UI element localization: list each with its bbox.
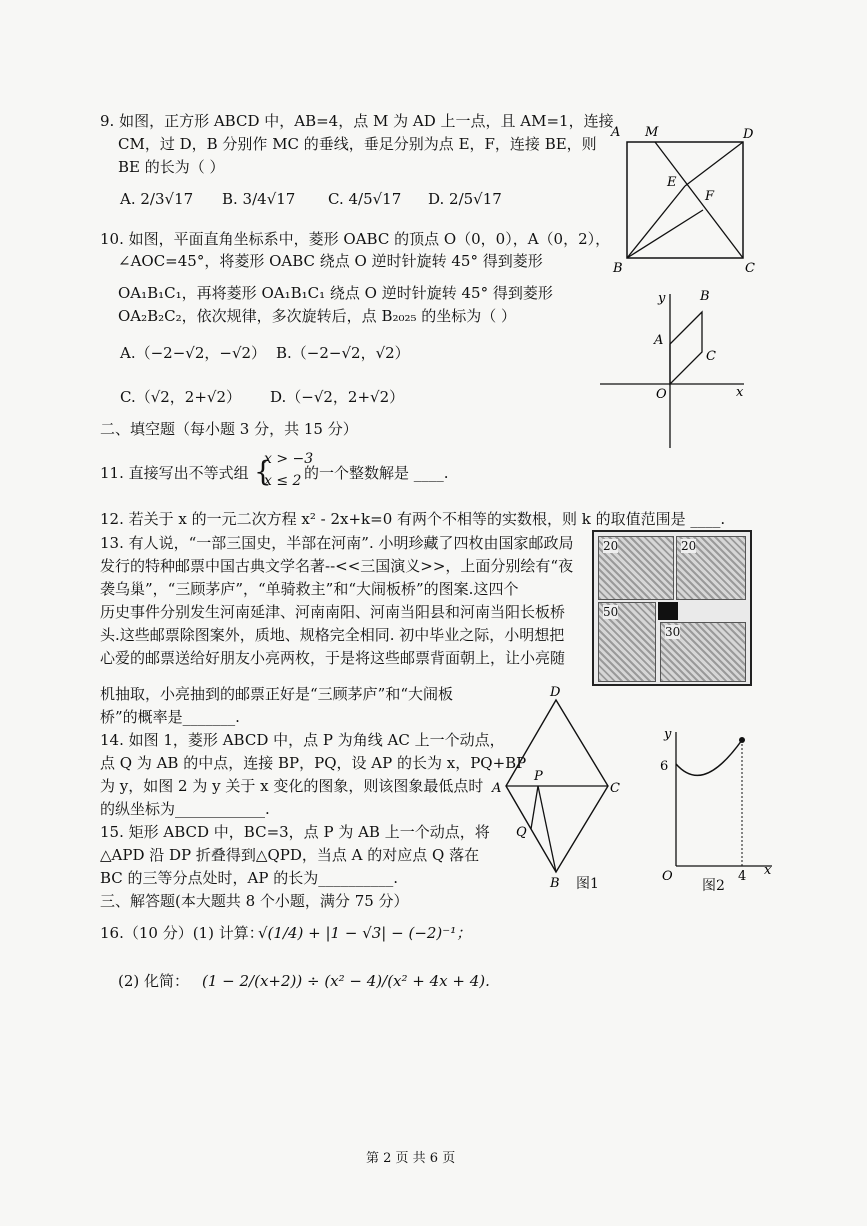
- label-q: Q: [516, 825, 527, 840]
- segment-bf: [627, 210, 703, 258]
- label-e: E: [667, 175, 677, 190]
- q10-line2: ∠AOC=45°，将菱形 OABC 绕点 O 逆时针旋转 45° 得到菱形: [118, 252, 543, 270]
- q9-option-d: D. 2/5√17: [428, 190, 502, 208]
- fig1-rhombus: [488, 682, 628, 892]
- q10-line3: OA₁B₁C₁，再将菱形 OA₁B₁C₁ 绕点 O 逆时针旋转 45° 得到菱形: [118, 284, 553, 302]
- section-fill-in-title: 二、填空题（每小题 3 分，共 15 分）: [100, 420, 358, 438]
- segment-de: [685, 142, 743, 186]
- stamp-3: 50: [598, 602, 656, 682]
- q9-line3: BE 的长为（ ）: [118, 158, 225, 176]
- q16-line1-expr: √(1/4) + |1 − √3| − (−2)⁻¹；: [258, 924, 472, 942]
- page-footer: 第 2 页 共 6 页: [366, 1151, 456, 1166]
- q13-line1: 13. 有人说，“一部三国史，半部在河南”. 小明珍藏了四枚由国家邮政局: [100, 534, 574, 552]
- q10-option-b: B.（−2−√2，√2）: [276, 344, 410, 362]
- curve: [676, 740, 742, 775]
- label-y: y: [658, 291, 666, 306]
- q13-line8: 桥”的概率是_______.: [100, 708, 240, 726]
- q14-line3: 为 y，如图 2 为 y 关于 x 变化的图象，则该图象最低点时: [100, 777, 484, 795]
- label-f: F: [705, 189, 715, 204]
- fig2-graph: [652, 726, 777, 884]
- label-b: B: [550, 876, 560, 891]
- segment-mc: [655, 142, 743, 258]
- label-b: B: [613, 261, 623, 276]
- fig2-caption: 图2: [702, 878, 725, 894]
- segment-pq: [531, 786, 538, 829]
- label-d: D: [743, 127, 754, 142]
- q10-option-d: D.（−√2，2+√2）: [270, 388, 405, 406]
- segment-bp: [538, 786, 556, 872]
- q11-ineq2: x ≤ 2: [264, 473, 302, 489]
- label-four: 4: [738, 869, 747, 884]
- q9-option-c: C. 4/5√17: [328, 190, 402, 208]
- q9-option-a: A. 2/3√17: [120, 190, 194, 208]
- q16-line2-prefix: (2) 化简：: [118, 972, 190, 990]
- q11-brace: {: [254, 455, 272, 488]
- label-a: A: [611, 125, 621, 140]
- q15-line3: BC 的三等分点处时，AP 的长为__________.: [100, 869, 399, 887]
- label-a: A: [654, 333, 664, 348]
- section-solve-title: 三、解答题(本大题共 8 个小题，满分 75 分）: [100, 892, 409, 910]
- label-m: M: [645, 125, 659, 140]
- stamp-gap-dark: [658, 602, 678, 620]
- q13-line7: 机抽取，小亮抽到的邮票正好是“三顾茅庐”和“大闹板: [100, 685, 454, 703]
- label-six: 6: [660, 759, 669, 774]
- stamp-1: 20: [598, 536, 674, 600]
- q16-line1-prefix: 16.（10 分）(1) 计算：: [100, 924, 264, 942]
- label-c: C: [610, 781, 620, 796]
- square-abcd: [627, 142, 743, 258]
- q14-line2: 点 Q 为 AB 的中点，连接 BP，PQ，设 AP 的长为 x，PQ+BP: [100, 754, 527, 772]
- q16-line2-expr: (1 − 2/(x+2)) ÷ (x² − 4)/(x² + 4x + 4).: [202, 972, 490, 990]
- q15-line1: 15. 矩形 ABCD 中，BC=3，点 P 为 AB 上一个动点，将: [100, 823, 490, 841]
- q10-line1: 10. 如图，平面直角坐标系中，菱形 OABC 的顶点 O（0，0），A（0，2），: [100, 230, 611, 248]
- fig1-caption: 图1: [576, 876, 599, 892]
- stamp-2: 20: [676, 536, 746, 600]
- label-o: O: [656, 387, 667, 402]
- q12-text: 12. 若关于 x 的一元二次方程 x² - 2x+k=0 有两个不相等的实数根，则 k 的取值范围是 ____.: [100, 510, 726, 528]
- q10-line4: OA₂B₂C₂，依次规律，多次旋转后，点 B₂₀₂₅ 的坐标为（ ）: [118, 307, 517, 325]
- stamp-4: 30: [660, 622, 746, 682]
- stamps-image: [592, 530, 752, 686]
- q13-line3: 袭乌巢”，“三顾茅庐”，“单骑救主”和“大闹板桥”的图案.这四个: [100, 580, 519, 598]
- q13-line6: 心爱的邮票送给好朋友小亮两枚，于是将这些邮票背面朝上，让小亮随: [100, 649, 566, 667]
- q9-line1: 9. 如图，正方形 ABCD 中，AB=4，点 M 为 AD 上一点，且 AM=1，连接: [100, 112, 614, 130]
- q14-line4: 的纵坐标为____________.: [100, 800, 270, 818]
- label-p: P: [534, 769, 543, 784]
- label-d: D: [550, 685, 561, 700]
- label-a: A: [492, 781, 502, 796]
- q13-line5: 头.这些邮票除图案外，质地、规格完全相同. 初中毕业之际，小明想把: [100, 626, 565, 644]
- label-o: O: [662, 869, 673, 884]
- q9-line2: CM，过 D，B 分别作 MC 的垂线，垂足分别为点 E，F，连接 BE，则: [118, 135, 597, 153]
- rhombus-coordinate-figure: [596, 282, 756, 450]
- q10-option-a: A.（−2−√2，−√2）: [120, 344, 267, 362]
- q14-line1: 14. 如图 1，菱形 ABCD 中，点 P 为角线 AC 上一个动点，: [100, 731, 505, 749]
- q13-line2: 发行的特种邮票中国古典文学名著--<<三国演义>>，上面分别绘有“夜: [100, 557, 574, 575]
- label-x: x: [736, 385, 744, 400]
- q9-option-b: B. 3/4√17: [222, 190, 296, 208]
- q11-ineq1: x > −3: [264, 451, 314, 467]
- label-b: B: [700, 289, 710, 304]
- q15-line2: △APD 沿 DP 折叠得到△QPD，当点 A 的对应点 Q 落在: [100, 846, 480, 864]
- segment-be: [627, 186, 685, 258]
- q10-option-c: C.（√2，2+√2）: [120, 388, 242, 406]
- q11-tail: 的一个整数解是 ____.: [304, 464, 449, 482]
- q13-line4: 历史事件分别发生河南延津、河南南阳、河南当阳县和河南当阳长板桥: [100, 603, 566, 621]
- label-x: x: [764, 863, 772, 878]
- square-figure: [605, 118, 765, 276]
- q11-text: 11. 直接写出不等式组: [100, 464, 249, 482]
- label-c: C: [706, 349, 716, 364]
- label-y: y: [664, 727, 672, 742]
- label-c: C: [745, 261, 755, 276]
- rhombus-oabc: [670, 312, 702, 384]
